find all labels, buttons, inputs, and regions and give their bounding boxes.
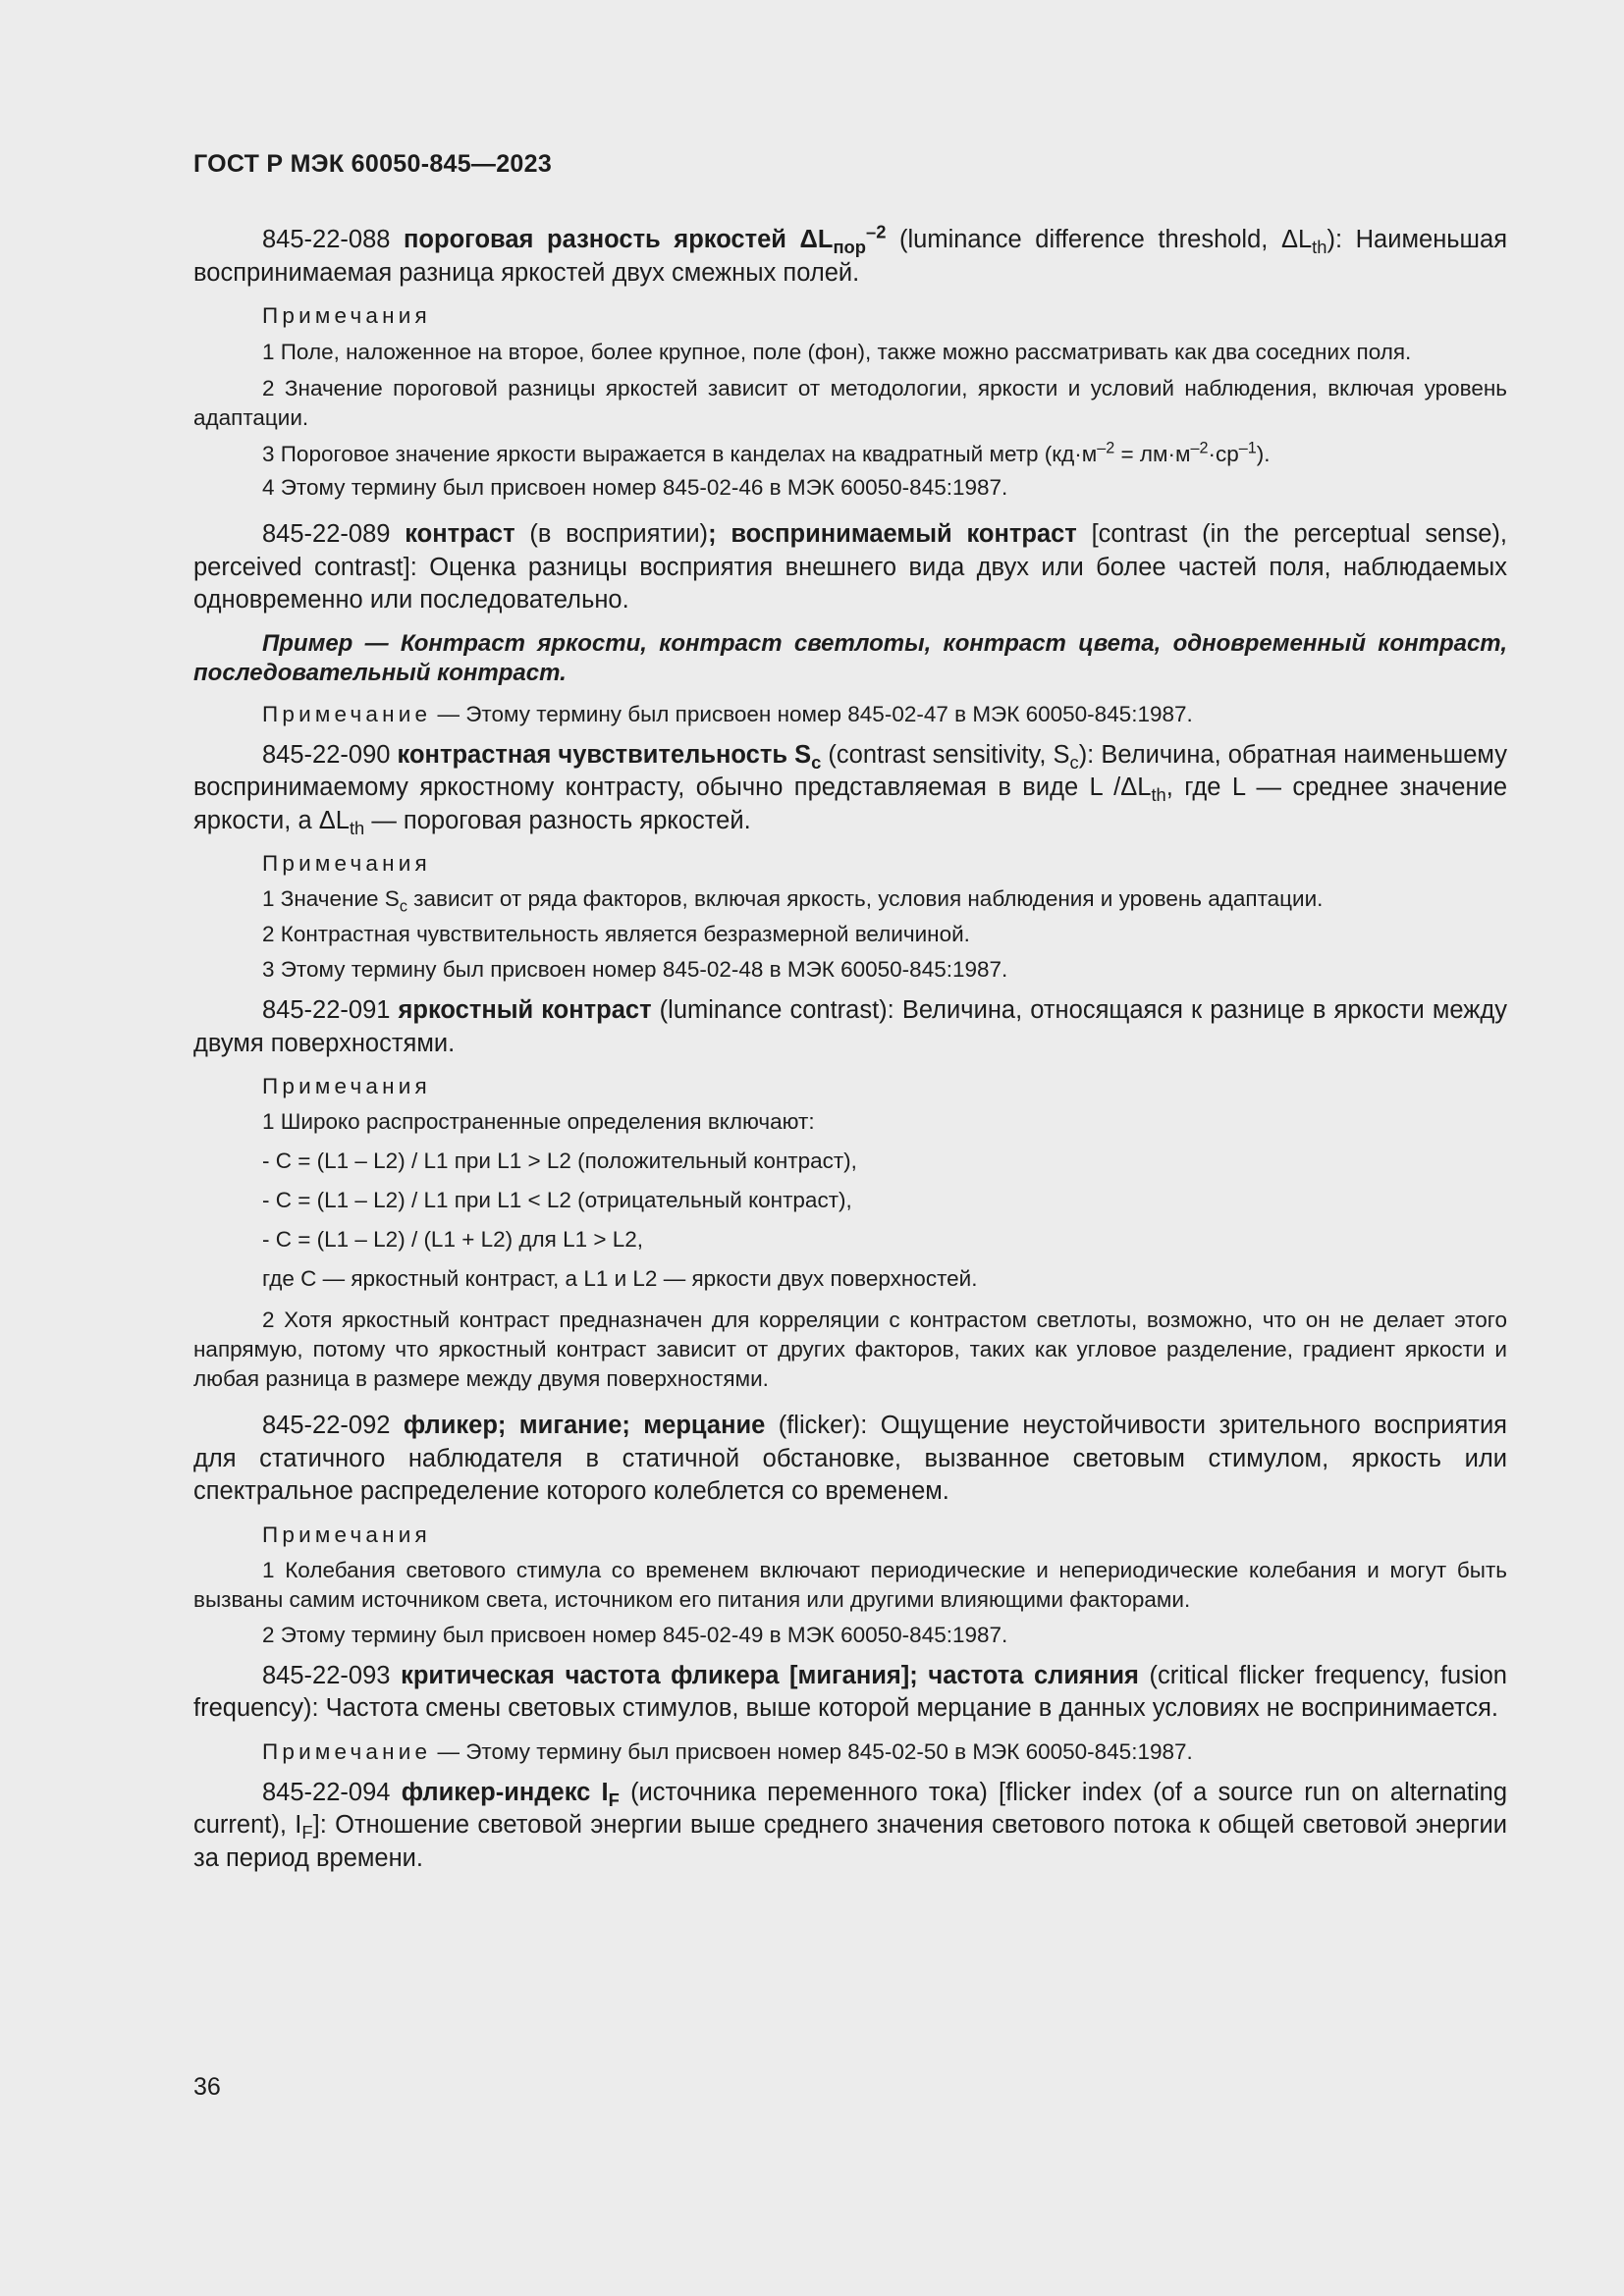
term-entry-093: 845-22-093 критическая частота фликера [мигания]; частота слияния (critical flicker frequency, fusion frequency): Частота смены световых стимулов, выше которой мерцание в данных условиях не воспринимается. (193, 1661, 1507, 1722)
notes-heading: Примечания (262, 851, 431, 876)
formula-line: - C = (L1 – L2) / (L1 + L2) для L1 > L2, (262, 1227, 644, 1252)
term-name: фликер-индекс $I_F$ (401, 1778, 620, 1810)
term-name: яркостный контраст (398, 996, 652, 1024)
formula-line: - C = (L1 – L2) / L1 при L1 < L2 (отрицательный контраст), (262, 1188, 852, 1212)
term-name: пороговая разность яркостей $\Delta L_{пор}^{-2}$ (404, 221, 887, 258)
document-header: ГОСТ Р МЭК 60050-845—2023 (193, 150, 553, 178)
term-entry-088: 845-22-088 пороговая разность яркостей $\Delta L_{пор}^{-2}$ (luminance difference threshold, $\Delta L_{th}$): Наименьшая воспринимаемая разница яркостей двух смежных полей. (193, 221, 1508, 287)
term-entry-094: 845-22-094 фликер-индекс $I_F$ (источника переменного тока) [flicker index (of a source run on alternating current), $I_F$]: Отношение световой энергии выше среднего значения светового потока к общей световой энергии за период времени. (193, 1778, 1507, 1872)
note-item: 1 Колебания светового стимула со временем включают периодические и непериодические колебания и могут быть вызваны самим источником света, источником его питания или другими влияющими факторами. (193, 1557, 1507, 1612)
note-item: 1 Поле, наложенное на второе, более крупное, поле (фон), также можно рассматривать как два соседних поля. (262, 340, 1412, 364)
formula-line: - C = (L1 – L2) / L1 при L1 > L2 (положительный контраст), (262, 1148, 857, 1173)
term-entry-092: 845-22-092 фликер; мигание; мерцание (flicker): Ощущение неустойчивости зрительного восприятия для статичного наблюдателя в статичной обстановке, вызванное световым стимулом, яркость или спектральное распределение которого колеблется со временем. (193, 1412, 1507, 1505)
note-item: 2 Этому термину был присвоен номер 845-02-49 в МЭК 60050-845:1987. (262, 1622, 1008, 1647)
page-number: 36 (193, 2073, 221, 2101)
note-item: 3 Этому термину был присвоен номер 845-02-48 в МЭК 60050-845:1987. (262, 957, 1008, 982)
term-entry-089: 845-22-089 контраст (в восприятии); воспринимаемый контраст [contrast (in the perceptual sense), perceived contrast]: Оценка разницы восприятия внешнего вида двух или более частей поля, наблюдаемых одновременно или последовательно. (193, 520, 1507, 614)
notes-heading: Примечания (262, 1074, 431, 1098)
term-name: контраст (405, 520, 515, 548)
term-name: контрастная чувствительность $S_c$ (397, 740, 822, 773)
term-number: 845-22-088 (262, 226, 391, 253)
note-item: 2 Хотя яркостный контраст предназначен для корреляции с контрастом светлоты, возможно, что он не делает этого напрямую, потому что яркостный контраст зависит от других факторов, таких как угловое разделение, градиент яркости и любая разница в размере между двумя поверхностями. (193, 1308, 1507, 1391)
single-note: Примечание — Этому термину был присвоен номер 845-02-47 в МЭК 60050-845:1987. (262, 701, 1193, 726)
term-number: 845-22-089 (262, 520, 391, 548)
example-text: Пример — Контраст яркости, контраст светлоты, контраст цвета, одновременный контраст, последовательный контраст. (193, 629, 1507, 686)
note-item: 1 Широко распространенные определения включают: (262, 1109, 815, 1134)
term-name: критическая частота фликера [мигания]; частота слияния (401, 1661, 1139, 1689)
term-number: 845-22-093 (262, 1661, 391, 1689)
notes-heading: Примечания (262, 303, 431, 328)
term-entry-091: 845-22-091 яркостный контраст (luminance contrast): Величина, относящаяся к разнице в яркости между двумя поверхностями. (193, 996, 1507, 1057)
note-item: 4 Этому термину был присвоен номер 845-02-46 в МЭК 60050-845:1987. (262, 475, 1008, 500)
note-item: 2 Значение пороговой разницы яркостей зависит от методологии, яркости и условий наблюдения, включая уровень адаптации. (193, 376, 1507, 430)
page-content (193, 221, 1508, 1875)
term-number: 845-22-092 (262, 1412, 391, 1439)
formula-legend: где C — яркостный контраст, а L1 и L2 — яркости двух поверхностей. (262, 1266, 978, 1291)
note-item: 2 Контрастная чувствительность является безразмерной величиной. (262, 922, 970, 946)
term-number: 845-22-091 (262, 996, 391, 1024)
term-name-alt: ; воспринимаемый контраст (708, 520, 1077, 548)
note-item: 1 Значение $S_c$ зависит от ряда факторов, включая яркость, условия наблюдения и уровень адаптации. (262, 886, 1324, 916)
term-number: 845-22-094 (262, 1778, 391, 1806)
note-item: 3 Пороговое значение яркости выражается в канделах на квадратный метр $(кд\cdot м^{-2} = лм\cdot м^{-2}\cdot ср^{-1})$. (262, 439, 1271, 466)
term-entry-090: 845-22-090 контрастная чувствительность $S_c$ (contrast sensitivity, $S_c$): Величина, обратная наименьшему воспринимаемому яркостному контрасту, обычно представляемая в виде L $/\Delta L_{th}$, где L — среднее значение яркости, а $\Delta L_{th}$ — пороговая разность яркостей. (193, 740, 1508, 838)
term-name: фликер; мигание; мерцание (403, 1412, 766, 1439)
term-number: 845-22-090 (262, 740, 391, 769)
notes-heading: Примечания (262, 1522, 431, 1547)
single-note: Примечание — Этому термину был присвоен номер 845-02-50 в МЭК 60050-845:1987. (262, 1738, 1193, 1764)
